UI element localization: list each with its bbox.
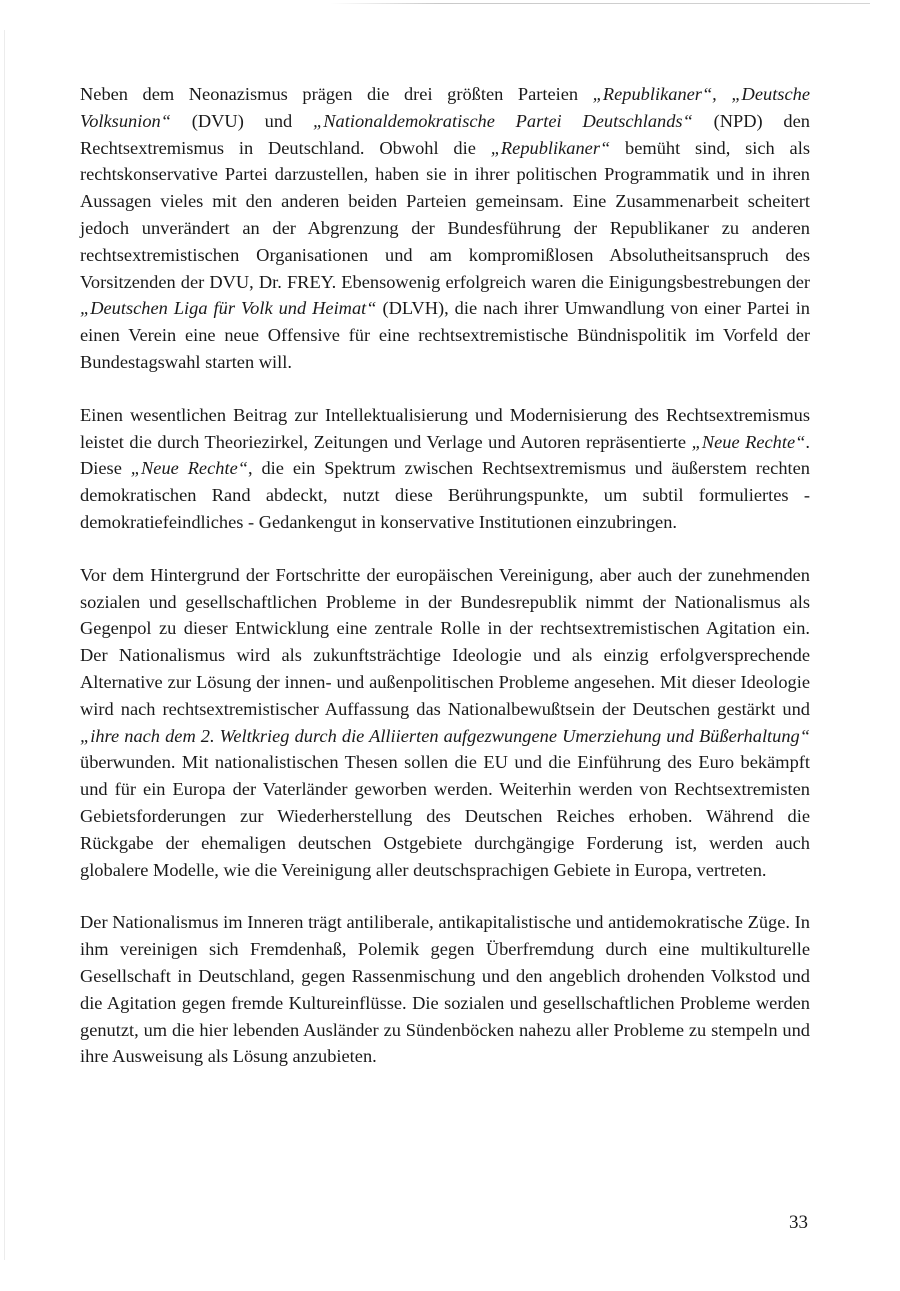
text-run: überwunden. Mit nationalistischen Thesen sollen die EU und die Einführung des Euro bekämpft und für ein Europa der Vaterländer geworben werden. Weiterhin werden von Rechtsextremisten Gebietsforderungen zur Wiederherstellung des Deutschen Reiches erhoben. Während die Rückgabe der ehemaligen deutschen Ostgebiete durchgängige Forderung ist, werden auch globalere Modelle, wie die Vereinigung aller deutschsprachigen Gebiete in Europa, vertreten. [80, 752, 810, 880]
scan-edge-left [4, 30, 5, 1260]
italic-quote: „Republikaner“, „Deutsche Volksunion“ [80, 84, 810, 131]
italic-quote: „ihre nach dem 2. Weltkrieg durch die Alliierten aufgezwungene Umerziehung und Büßerhaltung“ [80, 725, 810, 746]
italic-quote: „Neue Rechte“ [691, 431, 806, 452]
italic-quote: „Nationaldemokratische Partei Deutschlands“ [313, 110, 693, 131]
text-run: . Diese [80, 431, 810, 479]
text-run: bemüht sind, sich als rechtskonservative Partei darzustellen, haben sie in ihrer politischen Programmatik und in ihren Aussagen vieles mit den anderen beiden Parteien gemeinsam. Eine Zusammenarbeit scheitert jedoch unverändert an der Abgrenzung der Bundesführung der Republikaner zu anderen rechtsextremistischen Organisationen und am kompromißlosen Absolutheitsanspruch des Vorsitzenden der DVU, Dr. FREY. Ebensowenig erfolgreich waren die Einigungsbestrebungen der [80, 137, 810, 292]
text-run: , die ein Spektrum zwischen Rechtsextremismus und äußerstem rechten demokratischen Rand abdeckt, nutzt diese Berührungspunkte, um subtil formuliertes - demokratiefeindliches - Gedankengut in konservative Institutionen einzubringen. [80, 458, 810, 532]
text-run: (DVU) und [170, 110, 314, 131]
page-number: 33 [789, 1212, 808, 1233]
text-run: Neben dem Neonazismus prägen die drei größten Parteien [80, 84, 593, 104]
italic-quote: „Deutschen Liga für Volk und Heimat“ [80, 298, 377, 319]
paragraph [80, 562, 810, 884]
body-text [80, 81, 810, 1096]
italic-quote: „Republikaner“ [490, 137, 611, 158]
scan-edge-top [330, 3, 870, 4]
italic-quote: „Neue Rechte“ [130, 458, 248, 479]
text-run: (NPD) den Rechtsextremismus in Deutschland. Obwohl die [80, 110, 810, 158]
text-run: Vor dem Hintergrund der Fortschritte der europäischen Vereinigung, aber auch der zunehmenden sozialen und gesellschaftlichen Probleme in der Bundesrepublik nimmt der Nationalismus als Gegenpol zu dieser Entwicklung eine zentrale Rolle in der rechtsextremistischen Agitation ein. Der Nationalismus wird als zukunftsträchtige Ideologie und als einzig erfolgversprechende Alternative zur Lösung der innen- und außenpolitischen Probleme angesehen. Mit dieser Ideologie wird nach rechtsextremistischer Auffassung das Nationalbewußtsein der Deutschen gestärkt und [80, 564, 810, 719]
paragraph [80, 909, 810, 1070]
paragraph [80, 402, 810, 536]
paragraph [80, 81, 810, 376]
text-run: Der Nationalismus im Inneren trägt antiliberale, antikapitalistische und antidemokratische Züge. In ihm vereinigen sich Fremdenhaß, Polemik gegen Überfremdung durch eine multikulturelle Gesellschaft in Deutschland, gegen Rassenmischung und den angeblich drohenden Volkstod und die Agitation gegen fremde Kultureinflüsse. Die sozialen und gesellschaftlichen Probleme werden genutzt, um die hier lebenden Ausländer zu Sündenböcken nahezu aller Probleme zu stempeln und ihre Ausweisung als Lösung anzubieten. [80, 912, 810, 1067]
text-run: Einen wesentlichen Beitrag zur Intellektualisierung und Modernisierung des Rechtsextremismus leistet die durch Theoriezirkel, Zeitungen und Verlage und Autoren repräsentierte [80, 404, 810, 452]
text-run: (DLVH), die nach ihrer Umwandlung von einer Partei in einen Verein eine neue Offensive für eine rechtsextremistische Bündnispolitik im Vorfeld der Bundestagswahl starten will. [80, 298, 810, 372]
